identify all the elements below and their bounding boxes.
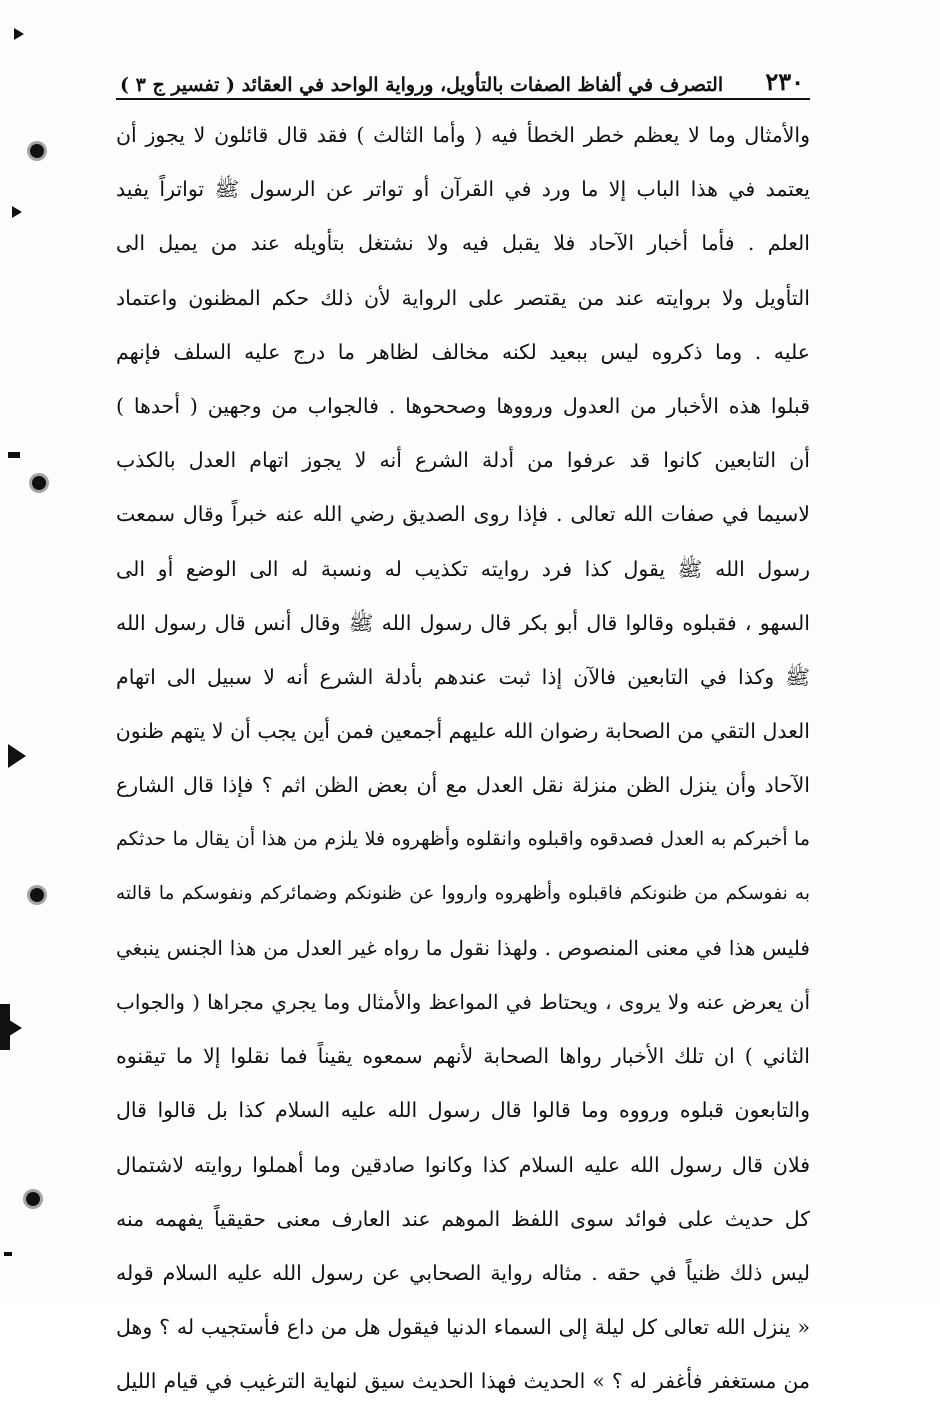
- text-line: ليس ذلك ظنياً في حقه . مثاله رواية الصحابي عن رسول الله عليه السلام قوله: [116, 1260, 810, 1285]
- scan-mark: [4, 1252, 12, 1256]
- text-line: عليه . وما ذكروه ليس ببعيد لكنه مخالف لظاهر ما درج عليه السلف فإنهم: [116, 339, 810, 364]
- scan-mark: [6, 1018, 22, 1038]
- text-line: العدل التقي من الصحابة رضوان الله عليهم أجمعين فمن أين يجب أن لا يتهم ظنون: [116, 719, 810, 744]
- text-line: العلم . فأما أخبار الآحاد فلا يقبل فيه ولا نشتغل بتأويله عند من يميل الى: [116, 231, 810, 256]
- scan-mark: [14, 28, 24, 40]
- text-line: الثاني ) ان تلك الأخبار رواها الصحابة لأنهم سمعوه يقيناً فما نقلوا إلا ما تيقنوه: [116, 1044, 810, 1069]
- text-line: رسول الله ﷺ يقول كذا فرد روايته تكذيب له ونسبة له الى الوضع أو الى: [116, 556, 810, 581]
- scan-mark: [26, 1192, 40, 1206]
- text-line: كل حديث على فوائد سوى اللفظ الموهم عند العارف معنى حقيقياً يفهمه منه: [116, 1206, 810, 1231]
- text-line: السهو ، فقبلوه وقالوا قال أبو بكر قال رسول الله ﷺ وقال أنس قال رسول الله: [116, 610, 810, 635]
- text-line: من مستغفر فأغفر له ؟ » الحديث فهذا الحديث سيق لنهاية الترغيب في قيام الليل: [116, 1369, 810, 1394]
- scan-mark: [8, 452, 20, 458]
- text-line: والأمثال وما لا يعظم خطر الخطأ فيه ( وأما الثالث ) فقد قال قائلون لا يجوز أن: [116, 123, 810, 147]
- text-line: الآحاد وأن ينزل الظن منزلة نقل العدل مع أن بعض الظن اثم ؟ فإذا قال الشارع: [116, 773, 810, 798]
- text-line: لاسيما في صفات الله تعالى . فإذا روى الصديق رضي الله عنه خبراً وقال سمعت: [116, 502, 810, 527]
- text-line: التأويل ولا بروايته عند من يقتصر على الرواية لأن ذلك حكم المظنون واعتماد: [116, 285, 810, 310]
- text-line: يعتمد في هذا الباب إلا ما ورد في القرآن أو تواتر عن الرسول ﷺ تواتراً يفيد: [116, 177, 810, 202]
- text-line: أن يعرض عنه ولا يروى ، ويحتاط في المواعظ والأمثال وما يجري مجراها ( والجواب: [116, 990, 810, 1014]
- scan-mark: [12, 206, 22, 218]
- text-line: والتابعون قبلوه ورووه وما قالوا قال رسول الله عليه السلام كذا بل قالوا قال: [116, 1098, 810, 1123]
- body-text: [116, 108, 810, 1409]
- scan-mark: [30, 888, 44, 902]
- text-line: أن التابعين كانوا قد عرفوا من أدلة الشرع أنه لا يجوز اتهام العدل بالكذب: [116, 448, 810, 473]
- text-line: به نفوسكم من ظنونكم فاقبلوه وأظهروه وارووا عن ظنونكم وضمائركم ونفوسكم ما قالته: [116, 882, 810, 904]
- text-line: قبلوا هذه الأخبار من العدول ورووها وصححوها . فالجواب من وجهين ( أحدها ): [116, 393, 810, 418]
- scan-mark: [30, 144, 44, 158]
- page-header: [120, 56, 804, 96]
- text-line: « ينزل الله تعالى كل ليلة إلى السماء الدنيا فيقول هل من داع فأستجيب له ؟ وهل: [116, 1315, 810, 1340]
- page-number: ٢٣٠: [765, 67, 804, 96]
- running-title: التصرف في ألفاظ الصفات بالتأويل، ورواية الواحد في العقائد ( تفسير ج ٣ ): [120, 74, 724, 96]
- header-rule: [116, 98, 810, 100]
- text-line: فليس هذا في معنى المنصوص . ولهذا نقول ما رواه غير العدل من هذا الجنس ينبغي: [116, 935, 810, 960]
- text-line: ﷺ وكذا في التابعين فالآن إذا ثبت عندهم بأدلة الشرع أنه لا سبيل الى اتهام: [116, 664, 810, 689]
- scan-mark: [32, 476, 46, 490]
- scan-mark: [8, 744, 26, 768]
- text-line: ما أخبركم به العدل فصدقوه واقبلوه وانقلوه وأظهروه فلا يلزم من هذا أن يقال ما حدثكم: [116, 828, 810, 851]
- text-line: فلان قال رسول الله عليه السلام كذا وكانوا صادقين وما أهملوا روايته لاشتمال: [116, 1152, 810, 1177]
